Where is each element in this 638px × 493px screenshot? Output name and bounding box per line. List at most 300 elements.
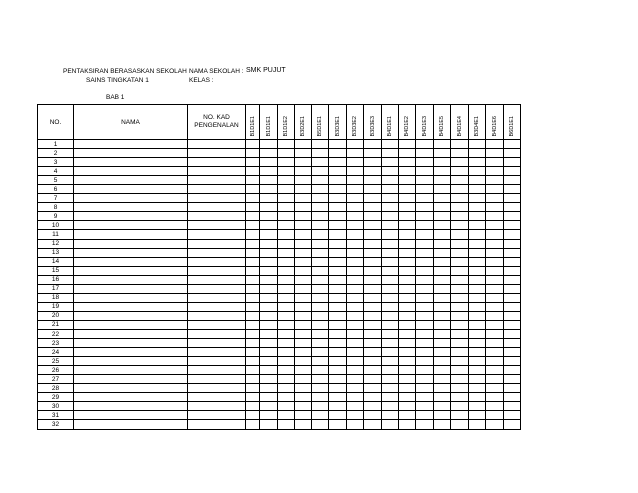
score-cell[interactable] [312,275,329,284]
score-cell[interactable] [312,257,329,266]
score-cell[interactable] [278,266,295,275]
score-cell[interactable] [382,293,399,302]
score-cell[interactable] [451,393,469,402]
score-cell[interactable] [246,348,260,357]
score-cell[interactable] [399,420,416,429]
score-cell[interactable] [278,384,295,393]
score-cell[interactable] [312,167,329,176]
score-cell[interactable] [416,329,434,338]
score-cell[interactable] [364,366,382,375]
score-cell[interactable] [469,339,486,348]
score-cell[interactable] [364,230,382,239]
score-cell[interactable] [364,311,382,320]
score-cell[interactable] [434,411,451,420]
score-cell[interactable] [469,167,486,176]
score-cell[interactable] [364,185,382,194]
score-cell[interactable] [399,221,416,230]
score-cell[interactable] [399,185,416,194]
score-cell[interactable] [399,339,416,348]
score-cell[interactable] [295,203,312,212]
score-cell[interactable] [469,302,486,311]
score-cell[interactable] [260,158,278,167]
score-cell[interactable] [504,420,521,429]
score-cell[interactable] [312,339,329,348]
score-cell[interactable] [347,384,364,393]
id-number-cell[interactable] [188,420,246,429]
score-cell[interactable] [451,375,469,384]
score-cell[interactable] [469,329,486,338]
score-cell[interactable] [469,411,486,420]
score-cell[interactable] [295,375,312,384]
score-cell[interactable] [329,212,347,221]
score-cell[interactable] [434,284,451,293]
score-cell[interactable] [329,266,347,275]
score-cell[interactable] [416,402,434,411]
student-name-cell[interactable] [74,149,188,158]
score-cell[interactable] [469,284,486,293]
score-cell[interactable] [347,167,364,176]
score-cell[interactable] [312,320,329,329]
score-cell[interactable] [295,275,312,284]
score-cell[interactable] [295,248,312,257]
score-cell[interactable] [486,339,504,348]
score-cell[interactable] [364,320,382,329]
score-cell[interactable] [451,149,469,158]
score-cell[interactable] [295,411,312,420]
score-cell[interactable] [434,348,451,357]
score-cell[interactable] [295,393,312,402]
score-cell[interactable] [504,275,521,284]
score-cell[interactable] [295,311,312,320]
score-cell[interactable] [347,366,364,375]
score-cell[interactable] [399,266,416,275]
score-cell[interactable] [399,275,416,284]
score-cell[interactable] [469,230,486,239]
score-cell[interactable] [399,284,416,293]
score-cell[interactable] [278,293,295,302]
score-cell[interactable] [246,185,260,194]
score-cell[interactable] [451,366,469,375]
score-cell[interactable] [382,339,399,348]
score-cell[interactable] [295,185,312,194]
score-cell[interactable] [416,366,434,375]
id-number-cell[interactable] [188,248,246,257]
score-cell[interactable] [260,329,278,338]
score-cell[interactable] [295,230,312,239]
score-cell[interactable] [295,402,312,411]
score-cell[interactable] [399,375,416,384]
id-number-cell[interactable] [188,194,246,203]
score-cell[interactable] [451,348,469,357]
score-cell[interactable] [312,393,329,402]
score-cell[interactable] [295,348,312,357]
score-cell[interactable] [434,185,451,194]
score-cell[interactable] [278,284,295,293]
score-cell[interactable] [260,411,278,420]
score-cell[interactable] [416,221,434,230]
score-cell[interactable] [382,176,399,185]
score-cell[interactable] [278,375,295,384]
score-cell[interactable] [469,149,486,158]
score-cell[interactable] [329,194,347,203]
score-cell[interactable] [434,167,451,176]
score-cell[interactable] [364,203,382,212]
score-cell[interactable] [260,366,278,375]
score-cell[interactable] [504,239,521,248]
score-cell[interactable] [260,402,278,411]
score-cell[interactable] [246,221,260,230]
score-cell[interactable] [295,266,312,275]
score-cell[interactable] [382,384,399,393]
score-cell[interactable] [382,393,399,402]
score-cell[interactable] [347,239,364,248]
score-cell[interactable] [278,420,295,429]
score-cell[interactable] [382,185,399,194]
score-cell[interactable] [451,420,469,429]
student-name-cell[interactable] [74,275,188,284]
student-name-cell[interactable] [74,239,188,248]
score-cell[interactable] [416,239,434,248]
score-cell[interactable] [295,167,312,176]
score-cell[interactable] [246,203,260,212]
score-cell[interactable] [364,194,382,203]
score-cell[interactable] [329,248,347,257]
score-cell[interactable] [278,366,295,375]
score-cell[interactable] [312,185,329,194]
score-cell[interactable] [416,420,434,429]
score-cell[interactable] [486,302,504,311]
score-cell[interactable] [347,329,364,338]
score-cell[interactable] [260,257,278,266]
score-cell[interactable] [329,420,347,429]
score-cell[interactable] [416,293,434,302]
score-cell[interactable] [278,402,295,411]
score-cell[interactable] [504,149,521,158]
score-cell[interactable] [382,221,399,230]
score-cell[interactable] [434,275,451,284]
score-cell[interactable] [451,185,469,194]
score-cell[interactable] [329,239,347,248]
score-cell[interactable] [246,302,260,311]
score-cell[interactable] [312,375,329,384]
score-cell[interactable] [278,212,295,221]
score-cell[interactable] [246,411,260,420]
score-cell[interactable] [399,348,416,357]
score-cell[interactable] [246,393,260,402]
score-cell[interactable] [399,212,416,221]
score-cell[interactable] [329,221,347,230]
score-cell[interactable] [312,239,329,248]
score-cell[interactable] [364,176,382,185]
score-cell[interactable] [469,320,486,329]
score-cell[interactable] [469,212,486,221]
score-cell[interactable] [451,248,469,257]
score-cell[interactable] [416,203,434,212]
score-cell[interactable] [329,158,347,167]
score-cell[interactable] [278,185,295,194]
score-cell[interactable] [504,194,521,203]
score-cell[interactable] [469,140,486,149]
score-cell[interactable] [486,185,504,194]
score-cell[interactable] [434,329,451,338]
score-cell[interactable] [504,248,521,257]
score-cell[interactable] [246,375,260,384]
score-cell[interactable] [246,339,260,348]
score-cell[interactable] [416,275,434,284]
score-cell[interactable] [364,420,382,429]
score-cell[interactable] [295,420,312,429]
score-cell[interactable] [451,302,469,311]
student-name-cell[interactable] [74,411,188,420]
score-cell[interactable] [312,266,329,275]
score-cell[interactable] [451,339,469,348]
score-cell[interactable] [347,230,364,239]
score-cell[interactable] [399,357,416,366]
score-cell[interactable] [416,230,434,239]
score-cell[interactable] [278,140,295,149]
score-cell[interactable] [347,284,364,293]
score-cell[interactable] [246,239,260,248]
id-number-cell[interactable] [188,384,246,393]
student-name-cell[interactable] [74,212,188,221]
student-name-cell[interactable] [74,302,188,311]
score-cell[interactable] [347,257,364,266]
id-number-cell[interactable] [188,275,246,284]
score-cell[interactable] [312,221,329,230]
score-cell[interactable] [329,384,347,393]
score-cell[interactable] [364,284,382,293]
score-cell[interactable] [329,203,347,212]
score-cell[interactable] [504,230,521,239]
score-cell[interactable] [329,167,347,176]
score-cell[interactable] [312,311,329,320]
score-cell[interactable] [504,302,521,311]
score-cell[interactable] [469,420,486,429]
student-name-cell[interactable] [74,393,188,402]
id-number-cell[interactable] [188,221,246,230]
score-cell[interactable] [469,375,486,384]
score-cell[interactable] [329,293,347,302]
score-cell[interactable] [260,212,278,221]
score-cell[interactable] [486,293,504,302]
score-cell[interactable] [278,311,295,320]
score-cell[interactable] [486,158,504,167]
score-cell[interactable] [434,257,451,266]
score-cell[interactable] [434,375,451,384]
score-cell[interactable] [504,393,521,402]
score-cell[interactable] [312,194,329,203]
score-cell[interactable] [486,212,504,221]
score-cell[interactable] [260,384,278,393]
score-cell[interactable] [486,393,504,402]
student-name-cell[interactable] [74,329,188,338]
score-cell[interactable] [246,176,260,185]
score-cell[interactable] [504,329,521,338]
score-cell[interactable] [382,167,399,176]
score-cell[interactable] [364,302,382,311]
score-cell[interactable] [364,384,382,393]
score-cell[interactable] [399,402,416,411]
score-cell[interactable] [278,275,295,284]
score-cell[interactable] [469,393,486,402]
score-cell[interactable] [260,375,278,384]
student-name-cell[interactable] [74,375,188,384]
score-cell[interactable] [451,311,469,320]
score-cell[interactable] [399,230,416,239]
score-cell[interactable] [416,149,434,158]
score-cell[interactable] [312,302,329,311]
score-cell[interactable] [434,176,451,185]
score-cell[interactable] [312,411,329,420]
score-cell[interactable] [364,275,382,284]
score-cell[interactable] [260,176,278,185]
score-cell[interactable] [329,411,347,420]
score-cell[interactable] [469,293,486,302]
score-cell[interactable] [260,339,278,348]
score-cell[interactable] [504,284,521,293]
score-cell[interactable] [486,320,504,329]
score-cell[interactable] [434,420,451,429]
score-cell[interactable] [364,158,382,167]
score-cell[interactable] [434,194,451,203]
score-cell[interactable] [434,149,451,158]
score-cell[interactable] [312,293,329,302]
score-cell[interactable] [260,248,278,257]
student-name-cell[interactable] [74,348,188,357]
score-cell[interactable] [469,402,486,411]
score-cell[interactable] [329,149,347,158]
score-cell[interactable] [504,266,521,275]
score-cell[interactable] [451,167,469,176]
score-cell[interactable] [278,149,295,158]
score-cell[interactable] [434,357,451,366]
score-cell[interactable] [504,167,521,176]
score-cell[interactable] [260,149,278,158]
score-cell[interactable] [416,167,434,176]
score-cell[interactable] [312,420,329,429]
score-cell[interactable] [278,221,295,230]
score-cell[interactable] [451,266,469,275]
score-cell[interactable] [364,221,382,230]
score-cell[interactable] [382,411,399,420]
student-name-cell[interactable] [74,266,188,275]
id-number-cell[interactable] [188,140,246,149]
score-cell[interactable] [399,140,416,149]
id-number-cell[interactable] [188,357,246,366]
score-cell[interactable] [295,320,312,329]
student-name-cell[interactable] [74,194,188,203]
score-cell[interactable] [416,284,434,293]
score-cell[interactable] [312,366,329,375]
score-cell[interactable] [364,402,382,411]
score-cell[interactable] [469,348,486,357]
score-cell[interactable] [416,176,434,185]
score-cell[interactable] [246,329,260,338]
score-cell[interactable] [260,420,278,429]
score-cell[interactable] [312,248,329,257]
score-cell[interactable] [504,203,521,212]
score-cell[interactable] [260,302,278,311]
score-cell[interactable] [504,221,521,230]
score-cell[interactable] [382,257,399,266]
score-cell[interactable] [347,275,364,284]
id-number-cell[interactable] [188,311,246,320]
score-cell[interactable] [469,266,486,275]
score-cell[interactable] [486,266,504,275]
score-cell[interactable] [434,302,451,311]
score-cell[interactable] [451,357,469,366]
score-cell[interactable] [504,384,521,393]
score-cell[interactable] [382,284,399,293]
score-cell[interactable] [382,194,399,203]
score-cell[interactable] [469,366,486,375]
score-cell[interactable] [399,384,416,393]
student-name-cell[interactable] [74,293,188,302]
score-cell[interactable] [246,420,260,429]
score-cell[interactable] [434,266,451,275]
score-cell[interactable] [246,384,260,393]
score-cell[interactable] [329,393,347,402]
score-cell[interactable] [434,140,451,149]
score-cell[interactable] [312,402,329,411]
score-cell[interactable] [399,257,416,266]
score-cell[interactable] [278,302,295,311]
score-cell[interactable] [364,411,382,420]
score-cell[interactable] [434,384,451,393]
score-cell[interactable] [416,194,434,203]
score-cell[interactable] [347,248,364,257]
score-cell[interactable] [382,366,399,375]
score-cell[interactable] [434,221,451,230]
score-cell[interactable] [486,420,504,429]
score-cell[interactable] [486,176,504,185]
score-cell[interactable] [416,311,434,320]
score-cell[interactable] [399,158,416,167]
score-cell[interactable] [260,194,278,203]
id-number-cell[interactable] [188,230,246,239]
score-cell[interactable] [486,140,504,149]
student-name-cell[interactable] [74,158,188,167]
score-cell[interactable] [364,339,382,348]
score-cell[interactable] [382,140,399,149]
score-cell[interactable] [486,411,504,420]
score-cell[interactable] [329,185,347,194]
score-cell[interactable] [347,348,364,357]
score-cell[interactable] [347,203,364,212]
id-number-cell[interactable] [188,320,246,329]
score-cell[interactable] [312,348,329,357]
score-cell[interactable] [278,194,295,203]
score-cell[interactable] [364,248,382,257]
score-cell[interactable] [329,140,347,149]
student-name-cell[interactable] [74,402,188,411]
score-cell[interactable] [434,239,451,248]
score-cell[interactable] [312,158,329,167]
score-cell[interactable] [278,230,295,239]
score-cell[interactable] [469,357,486,366]
score-cell[interactable] [347,176,364,185]
score-cell[interactable] [260,393,278,402]
score-cell[interactable] [486,329,504,338]
score-cell[interactable] [382,230,399,239]
score-cell[interactable] [382,266,399,275]
score-cell[interactable] [504,257,521,266]
score-cell[interactable] [246,293,260,302]
score-cell[interactable] [469,221,486,230]
score-cell[interactable] [347,149,364,158]
student-name-cell[interactable] [74,357,188,366]
score-cell[interactable] [469,203,486,212]
